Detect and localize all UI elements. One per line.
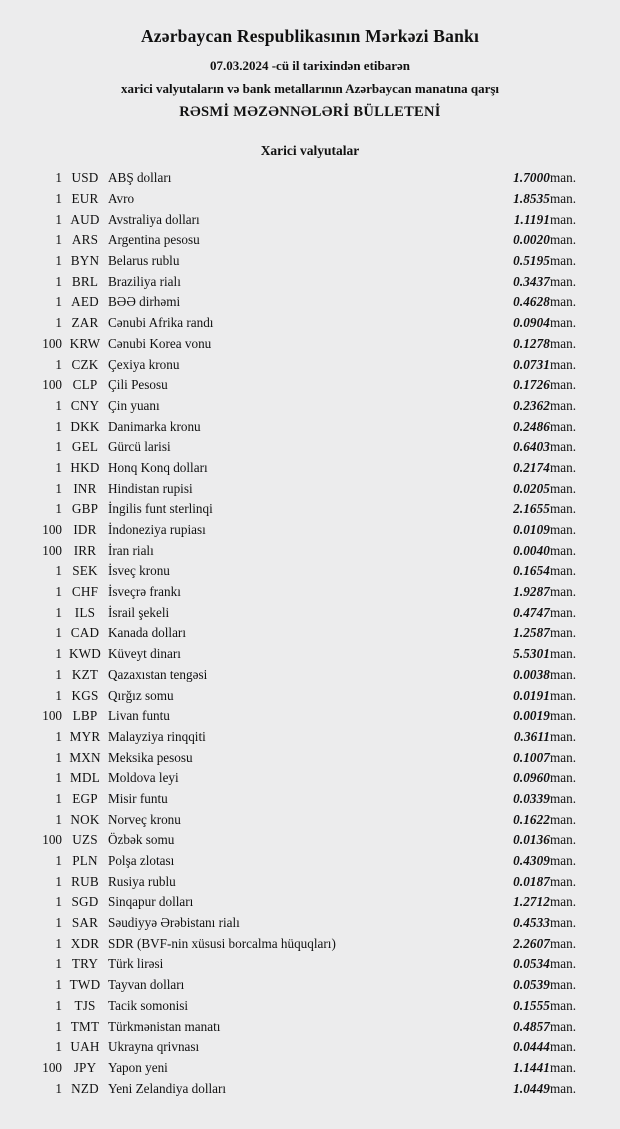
currency-code: DKK [70, 418, 100, 434]
currency-unit: man. [550, 211, 577, 227]
currency-rate: 0.4747 [513, 604, 550, 620]
currency-name: Ukrayna qrivnası [108, 1039, 200, 1055]
table-row [18, 334, 602, 355]
currency-name: İran rialı [108, 542, 154, 558]
currency-name: Rusiya rublu [108, 873, 176, 889]
currency-unit: man. [550, 191, 577, 207]
currency-amount: 1 [55, 418, 62, 434]
currency-rate: 0.0731 [513, 356, 550, 372]
currency-code: XDR [70, 935, 100, 951]
currency-rate: 0.0109 [513, 522, 550, 538]
currency-unit: man. [550, 997, 577, 1013]
currency-rate: 0.0187 [513, 873, 550, 889]
currency-code: KGS [71, 687, 99, 703]
currency-name: Belarus rublu [108, 253, 180, 269]
currency-unit: man. [550, 1059, 577, 1075]
currency-amount: 1 [55, 170, 62, 186]
table-row [18, 996, 602, 1017]
currency-unit: man. [550, 356, 577, 372]
table-row [18, 975, 602, 996]
currency-amount: 1 [55, 687, 62, 703]
table-row [18, 1037, 602, 1058]
table-row [18, 644, 602, 665]
currency-code: SAR [71, 915, 99, 931]
currency-rate: 0.0960 [513, 770, 550, 786]
currency-amount: 100 [42, 335, 62, 351]
currency-amount: 1 [55, 1018, 62, 1034]
currency-amount: 1 [55, 459, 62, 475]
currency-name: Yeni Zelandiya dolları [108, 1080, 227, 1096]
currency-code: RUB [71, 873, 99, 889]
currency-unit: man. [550, 170, 577, 186]
currency-rate: 0.0136 [513, 832, 550, 848]
currency-amount: 1 [55, 604, 62, 620]
currency-unit: man. [550, 935, 577, 951]
table-row [18, 313, 602, 334]
currency-amount: 1 [55, 439, 62, 455]
currency-name: Qırğız somu [108, 687, 174, 703]
currency-name: Hindistan rupisi [108, 480, 193, 496]
currency-amount: 1 [55, 232, 62, 248]
currency-amount: 1 [55, 253, 62, 269]
currency-amount: 1 [55, 894, 62, 910]
currency-amount: 1 [55, 956, 62, 972]
currency-amount: 1 [55, 1039, 62, 1055]
table-row [18, 623, 602, 644]
currency-unit: man. [550, 604, 577, 620]
currency-name: Çexiya kronu [108, 356, 180, 372]
table-row [18, 499, 602, 520]
currency-amount: 1 [55, 749, 62, 765]
table-row [18, 416, 602, 437]
currency-code: KZT [71, 666, 99, 682]
currency-amount: 1 [55, 915, 62, 931]
currency-code: ARS [71, 232, 99, 248]
currency-unit: man. [550, 853, 577, 869]
currency-name: Norveç kronu [108, 811, 181, 827]
currency-code: CAD [70, 625, 100, 641]
table-row [18, 665, 602, 686]
currency-code: MXN [69, 749, 101, 765]
currency-rate: 0.6403 [513, 439, 550, 455]
currency-amount: 1 [55, 625, 62, 641]
currency-code: AUD [70, 211, 100, 227]
table-row [18, 292, 602, 313]
currency-code: GEL [71, 439, 99, 455]
table-row [18, 561, 602, 582]
currency-rate: 1.2712 [513, 894, 550, 910]
currency-code: NZD [71, 1080, 99, 1096]
currency-unit: man. [550, 749, 577, 765]
currency-rate: 0.0539 [513, 977, 550, 993]
currency-name: BƏƏ dirhəmi [108, 294, 181, 310]
currency-amount: 1 [55, 480, 62, 496]
currency-amount: 1 [55, 728, 62, 744]
currency-rate: 0.0444 [513, 1039, 550, 1055]
currency-code: CLP [72, 377, 98, 393]
currency-name: Gürcü larisi [108, 439, 171, 455]
currency-rate: 0.0020 [513, 232, 550, 248]
currency-amount: 1 [55, 584, 62, 600]
currency-unit: man. [550, 584, 577, 600]
currency-unit: man. [550, 335, 577, 351]
currency-unit: man. [550, 563, 577, 579]
currency-code: KRW [69, 335, 101, 351]
currency-code: KWD [68, 646, 102, 662]
currency-unit: man. [550, 542, 577, 558]
currency-name: SDR (BVF-nin xüsusi borcalma hüquqları) [108, 935, 336, 951]
currency-code: INR [73, 480, 97, 496]
currency-code: AED [71, 294, 99, 310]
currency-name: Honq Konq dolları [108, 459, 208, 475]
currency-rate: 0.0019 [513, 708, 550, 724]
table-row [18, 437, 602, 458]
currency-code: IRR [73, 542, 97, 558]
currency-unit: man. [550, 480, 577, 496]
table-row [18, 809, 602, 830]
currency-unit: man. [550, 1018, 577, 1034]
currency-code: CNY [70, 397, 100, 413]
currency-name: Livan funtu [108, 708, 170, 724]
currency-amount: 1 [55, 315, 62, 331]
bank-title: Azərbaycan Respublikasının Mərkəzi Bankı [140, 26, 480, 46]
currency-unit: man. [550, 418, 577, 434]
table-row [18, 540, 602, 561]
currency-code: UZS [72, 832, 98, 848]
table-row [18, 913, 602, 934]
currency-name: Çili Pesosu [108, 377, 168, 393]
currency-code: SGD [71, 894, 99, 910]
currency-amount: 1 [55, 294, 62, 310]
currency-rate: 2.2607 [513, 935, 550, 951]
table-row [18, 933, 602, 954]
table-row [18, 892, 602, 913]
currency-unit: man. [550, 770, 577, 786]
currency-unit: man. [550, 232, 577, 248]
table-row [18, 954, 602, 975]
currency-name: İsveçrə frankı [108, 584, 181, 600]
currency-unit: man. [550, 894, 577, 910]
currency-amount: 1 [55, 666, 62, 682]
currency-amount: 1 [55, 997, 62, 1013]
currency-unit: man. [550, 915, 577, 931]
currency-name: Avro [108, 191, 135, 207]
currency-code: CHF [71, 584, 99, 600]
currency-amount: 1 [55, 935, 62, 951]
table-row [18, 478, 602, 499]
currency-amount: 100 [42, 522, 62, 538]
table-row [18, 271, 602, 292]
section-title-foreign-currencies: Xarici valyutalar [260, 143, 360, 158]
currency-name: İsveç kronu [108, 563, 170, 579]
currency-unit: man. [550, 253, 577, 269]
table-row [18, 747, 602, 768]
table-row [18, 768, 602, 789]
currency-rate: 1.2587 [513, 625, 550, 641]
currency-code: PLN [72, 853, 98, 869]
currency-name: Danimarka kronu [108, 418, 201, 434]
table-row [18, 1058, 602, 1079]
currency-unit: man. [550, 956, 577, 972]
currency-amount: 1 [55, 191, 62, 207]
currency-rate: 0.0205 [513, 480, 550, 496]
currency-name: Polşa zlotası [108, 853, 175, 869]
table-row [18, 189, 602, 210]
table-row [18, 1016, 602, 1037]
currency-rate: 0.3611 [513, 728, 550, 744]
currency-code: MYR [69, 728, 101, 744]
currency-code: CZK [71, 356, 99, 372]
currency-rate: 0.1278 [513, 335, 550, 351]
currency-rate: 0.0191 [513, 687, 550, 703]
table-row [18, 458, 602, 479]
currency-rate: 0.3437 [513, 273, 550, 289]
currency-rate: 0.2486 [513, 418, 550, 434]
table-row [18, 727, 602, 748]
effective-date-line: 07.03.2024 -cü il tarixindən etibarən [209, 58, 411, 73]
currency-name: Sinqapur dolları [108, 894, 194, 910]
currency-amount: 1 [55, 356, 62, 372]
table-row [18, 830, 602, 851]
currency-unit: man. [550, 315, 577, 331]
currency-name: Tacik somonisi [108, 997, 189, 1013]
currency-unit: man. [550, 625, 577, 641]
currency-name: Yapon yeni [108, 1059, 168, 1075]
currency-name: Özbək somu [108, 832, 175, 848]
table-row [18, 871, 602, 892]
currency-name: Argentina pesosu [108, 232, 200, 248]
currency-code: TRY [71, 956, 99, 972]
table-row [18, 168, 602, 189]
currency-code: MDL [70, 770, 100, 786]
table-row [18, 520, 602, 541]
currency-name: İndoneziya rupiası [108, 522, 206, 538]
currency-rate: 0.4628 [513, 294, 550, 310]
currency-name: Türk lirəsi [108, 956, 164, 972]
currency-name: Malayziya rinqqiti [108, 728, 206, 744]
table-row [18, 602, 602, 623]
table-row [18, 396, 602, 417]
currency-amount: 100 [42, 1059, 62, 1075]
table-row [18, 685, 602, 706]
currency-name: Meksika pesosu [108, 749, 193, 765]
currency-name: Çin yuanı [108, 397, 160, 413]
currency-amount: 1 [55, 873, 62, 889]
currency-unit: man. [550, 459, 577, 475]
currency-code: BYN [70, 253, 100, 269]
currency-rate: 0.0038 [513, 666, 550, 682]
currency-rate: 0.1726 [513, 377, 550, 393]
currency-code: SEK [72, 563, 98, 579]
currency-code: HKD [70, 459, 100, 475]
currency-unit: man. [550, 811, 577, 827]
currency-unit: man. [550, 501, 577, 517]
currency-rate: 1.1441 [513, 1059, 550, 1075]
currency-amount: 100 [42, 708, 62, 724]
currency-name: Moldova leyi [108, 770, 179, 786]
currency-unit: man. [550, 646, 577, 662]
document-header [18, 26, 602, 121]
currency-name: Küveyt dinarı [108, 646, 181, 662]
currency-rate: 0.0534 [513, 956, 550, 972]
currency-amount: 1 [55, 977, 62, 993]
exchange-rates-body [18, 168, 602, 1099]
currency-rate: 0.4533 [513, 915, 550, 931]
currency-rate: 0.4309 [513, 853, 550, 869]
currency-rate: 1.1191 [513, 211, 550, 227]
table-row [18, 706, 602, 727]
table-row [18, 354, 602, 375]
currency-code: IDR [73, 522, 97, 538]
currency-rate: 1.7000 [513, 170, 550, 186]
currency-name: Kanada dolları [108, 625, 186, 641]
currency-name: Tayvan dolları [108, 977, 185, 993]
currency-rate: 0.0904 [513, 315, 550, 331]
currency-unit: man. [550, 666, 577, 682]
currency-unit: man. [550, 397, 577, 413]
currency-code: EGP [72, 790, 98, 806]
currency-code: NOK [70, 811, 100, 827]
currency-amount: 1 [55, 273, 62, 289]
currency-name: Braziliya rialı [108, 273, 181, 289]
currency-code: TWD [69, 977, 101, 993]
currency-rate: 0.1555 [513, 997, 550, 1013]
currency-name: Misir funtu [108, 790, 168, 806]
currency-unit: man. [550, 790, 577, 806]
currency-amount: 1 [55, 211, 62, 227]
currency-unit: man. [550, 1080, 577, 1096]
currency-code: GBP [71, 501, 99, 517]
currency-code: BRL [71, 273, 99, 289]
currency-name: Avstraliya dolları [108, 211, 200, 227]
currency-name: Cənubi Afrika randı [108, 315, 214, 331]
currency-unit: man. [550, 377, 577, 393]
currency-rate: 0.0339 [513, 790, 550, 806]
table-row [18, 789, 602, 810]
currency-rate: 1.0449 [513, 1080, 550, 1096]
currency-rate: 1.9287 [513, 584, 550, 600]
currency-amount: 100 [42, 377, 62, 393]
currency-code: ILS [74, 604, 96, 620]
currency-code: TJS [74, 997, 96, 1013]
table-row [18, 209, 602, 230]
currency-unit: man. [550, 977, 577, 993]
currency-amount: 1 [55, 563, 62, 579]
currency-amount: 1 [55, 790, 62, 806]
table-row [18, 251, 602, 272]
table-row [18, 230, 602, 251]
currency-amount: 100 [42, 832, 62, 848]
currency-name: Cənubi Korea vonu [108, 335, 212, 351]
currency-code: LBP [72, 708, 98, 724]
table-row [18, 851, 602, 872]
currency-unit: man. [550, 522, 577, 538]
currency-rate: 0.2362 [513, 397, 550, 413]
currency-amount: 1 [55, 397, 62, 413]
bulletin-title: RƏSMİ MƏZƏNNƏLƏRİ BÜLLETENİ [179, 104, 441, 120]
currency-rate: 0.4857 [513, 1018, 550, 1034]
currency-amount: 1 [55, 1080, 62, 1096]
currency-unit: man. [550, 294, 577, 310]
currency-rate: 0.1654 [513, 563, 550, 579]
table-row [18, 1078, 602, 1099]
table-row [18, 582, 602, 603]
currency-code: ZAR [71, 315, 99, 331]
currency-name: ABŞ dolları [108, 170, 172, 186]
currency-unit: man. [550, 687, 577, 703]
currency-unit: man. [550, 832, 577, 848]
currency-rate: 1.8535 [513, 191, 550, 207]
currency-unit: man. [550, 1039, 577, 1055]
currency-unit: man. [550, 728, 577, 744]
currency-amount: 100 [42, 542, 62, 558]
currency-unit: man. [550, 439, 577, 455]
currency-amount: 1 [55, 501, 62, 517]
currency-code: EUR [71, 191, 99, 207]
currency-amount: 1 [55, 853, 62, 869]
currency-name: Səudiyyə Ərəbistanı rialı [108, 915, 240, 931]
table-row [18, 375, 602, 396]
currency-code: USD [71, 170, 99, 186]
currency-unit: man. [550, 708, 577, 724]
currency-rate: 5.5301 [513, 646, 550, 662]
currency-amount: 1 [55, 811, 62, 827]
currency-name: İsrail şekeli [108, 604, 170, 620]
currency-rate: 0.2174 [513, 459, 550, 475]
currency-name: İngilis funt sterlinqi [108, 501, 213, 517]
currency-amount: 1 [55, 646, 62, 662]
currency-code: JPY [73, 1059, 97, 1075]
currency-rate: 0.1007 [513, 749, 550, 765]
currency-unit: man. [550, 873, 577, 889]
exchange-rates-table [18, 168, 602, 1099]
currency-code: UAH [70, 1039, 100, 1055]
currency-rate: 0.1622 [513, 811, 550, 827]
currency-rate: 0.0040 [513, 542, 550, 558]
currency-rate: 2.1655 [513, 501, 550, 517]
currency-name: Qazaxıstan tengəsi [108, 666, 208, 682]
currency-code: TMT [70, 1018, 100, 1034]
currency-rate: 0.5195 [513, 253, 550, 269]
currency-name: Türkmənistan manatı [108, 1018, 221, 1034]
currency-unit: man. [550, 273, 577, 289]
document-subtitle: xarici valyutaların və bank metallarının Azərbaycan manatına qarşı [120, 81, 500, 96]
currency-amount: 1 [55, 770, 62, 786]
